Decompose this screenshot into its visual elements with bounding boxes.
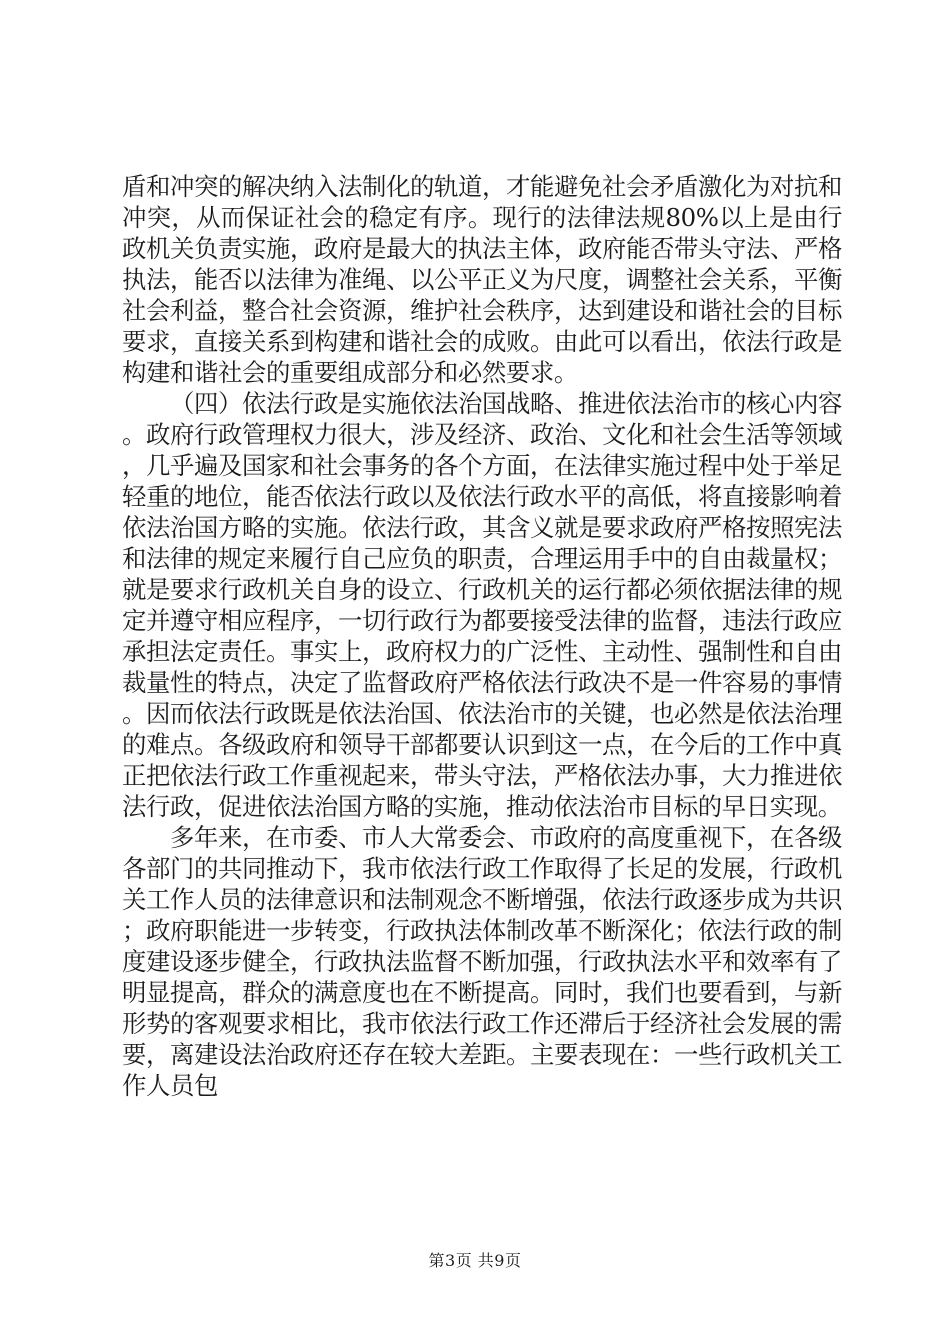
- page-number-footer: 第3页 共9页: [428, 1251, 522, 1270]
- paragraph-progress-summary: 多年来，在市委、市人大常委会、市政府的高度重视下，在各级各部门的共同推动下，我市依法行政工作取得了长足的发展，行政机关工作人员的法律意识和法制观念不断增强，依法行政逐步成为共识；政府职能进一步转变，行政执法体制改革不断深化；依法行政的制度建设逐步健全，行政执法监督不断加强，行政执法水平和效率有了明显提高，群众的满意度也在不断提高。同时，我们也要看到，与新形势的客观要求相比，我市依法行政工作还滞后于经济社会发展的需要，离建设法治政府还存在较大差距。主要表现在：一些行政机关工作人员包: [122, 823, 842, 1100]
- document-body: [122, 171, 842, 1101]
- paragraph-continuation: 盾和冲突的解决纳入法制化的轨道，才能避免社会矛盾激化为对抗和冲突，从而保证社会的稳定有序。现行的法律法规80%以上是由行政机关负责实施，政府是最大的执法主体，政府能否带头守法、严格执法，能否以法律为准绳、以公平正义为尺度，调整社会关系，平衡社会利益，整合社会资源，维护社会秩序，达到建设和谐社会的目标要求，直接关系到构建和谐社会的成败。由此可以看出，依法行政是构建和谐社会的重要组成部分和必然要求。: [122, 172, 842, 387]
- paragraph-section-four: （四）依法行政是实施依法治国战略、推进依法治市的核心内容。政府行政管理权力很大，涉及经济、政治、文化和社会生活等领域，几乎遍及国家和社会事务的各个方面，在法律实施过程中处于举足轻重的地位，能否依法行政以及依法行政水平的高低，将直接影响着依法治国方略的实施。依法行政，其含义就是要求政府严格按照宪法和法律的规定来履行自己应负的职责，合理运用手中的自由裁量权；就是要求行政机关自身的设立、行政机关的运行都必须依据法律的规定并遵守相应程序，一切行政行为都要接受法律的监督，违法行政应承担法定责任。事实上，政府权力的广泛性、主动性、强制性和自由裁量性的特点，决定了监督政府严格依法行政决不是一件容易的事情。因而依法行政既是依法治国、依法治市的关键，也必然是依法治理的难点。各级政府和领导干部都要认识到这一点，在今后的工作中真正把依法行政工作重视起来，带头守法，严格依法办事，大力推进依法行政，促进依法治国方略的实施，推动依法治市目标的早日实现。: [122, 389, 842, 821]
